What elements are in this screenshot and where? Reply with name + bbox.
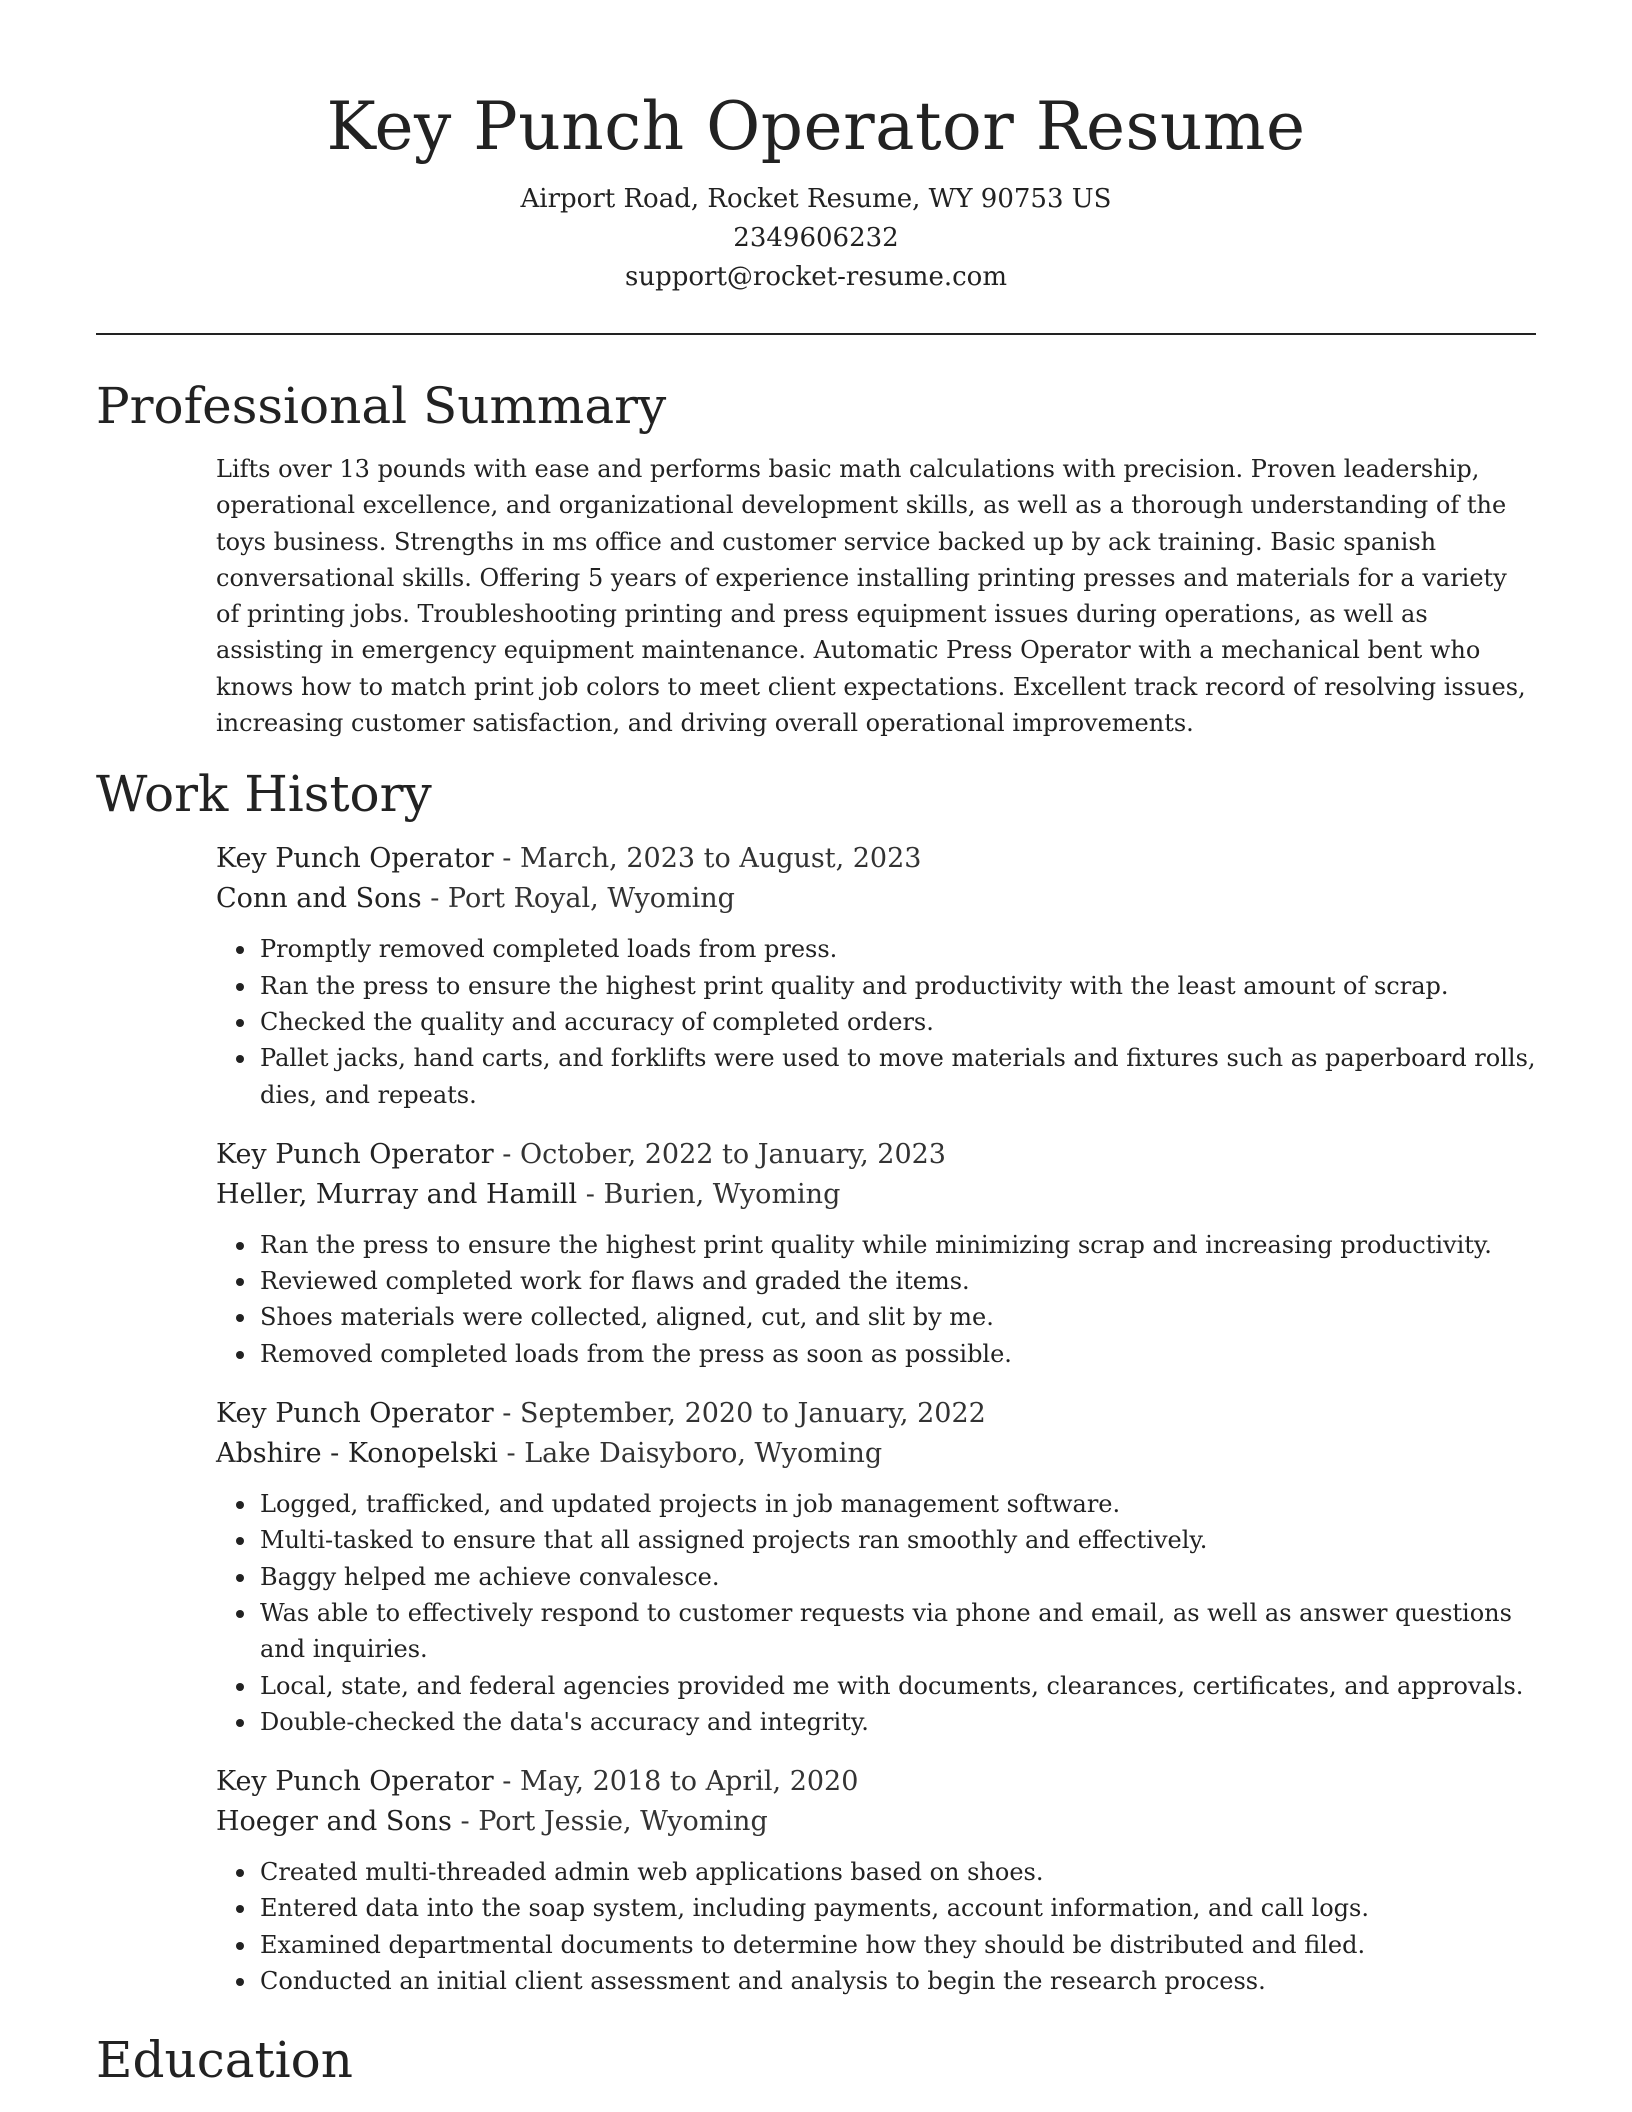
- duty-item: Shoes materials were collected, aligned, cut, and slit by me.: [260, 1299, 1536, 1335]
- duty-item: Local, state, and federal agencies provided me with documents, clearances, certificates, and approvals.: [260, 1668, 1536, 1704]
- job-entry: [216, 839, 1536, 1112]
- duty-item: Ran the press to ensure the highest print quality and productivity with the least amount of scrap.: [260, 968, 1536, 1004]
- duty-item: Pallet jacks, hand carts, and forklifts were used to move materials and fixtures such as paperboard rolls, dies, and repeats.: [260, 1040, 1536, 1113]
- summary-text: Lifts over 13 pounds with ease and performs basic math calculations with precision. Proven leadership, operational excellence, and organizational development skills, as well as a thorough understanding of the toys business. Strengths in ms office and customer service backed up by ack training. Basic spanish conversational skills. Offering 5 years of experience installing printing presses and materials for a variety of printing jobs. Troubleshooting printing and press equipment issues during operations, as well as assisting in emergency equipment maintenance. Automatic Press Operator with a mechanical bent who knows how to match print job colors to meet client expectations. Excellent track record of resolving issues, increasing customer satisfaction, and driving overall operational improvements.: [216, 455, 1526, 738]
- job-title-line: [216, 1762, 1536, 1802]
- separator: -: [493, 1766, 521, 1798]
- duty-item: Reviewed completed work for flaws and graded the items.: [260, 1263, 1536, 1299]
- job-title: Key Punch Operator: [216, 1138, 494, 1170]
- phone-number: 2349606232: [733, 223, 899, 253]
- separator: -: [493, 1398, 521, 1430]
- job-title: Key Punch Operator: [216, 843, 494, 875]
- duty-item: Created multi-threaded admin web applications based on shoes.: [260, 1854, 1536, 1890]
- duty-item: Was able to effectively respond to customer requests via phone and email, as well as answer questions and inquiries.: [260, 1595, 1536, 1668]
- job-location: Lake Daisyboro, Wyoming: [524, 1438, 883, 1470]
- company-name: Conn and Sons: [216, 883, 422, 915]
- company-line: [216, 1434, 1536, 1474]
- company-name: Hoeger and Sons: [216, 1806, 452, 1838]
- job-location: Port Jessie, Wyoming: [478, 1806, 768, 1838]
- company-line: [216, 879, 1536, 919]
- duty-item: Promptly removed completed loads from press.: [260, 931, 1536, 967]
- address: Airport Road, Rocket Resume, WY 90753 US: [520, 184, 1112, 214]
- separator: -: [577, 1178, 604, 1210]
- resume-header: [96, 0, 1536, 297]
- header-divider: [96, 333, 1536, 335]
- company-line: [216, 1802, 1536, 1842]
- duty-item: Examined departmental documents to determine how they should be distributed and filed.: [260, 1927, 1536, 1963]
- separator: -: [451, 1806, 479, 1838]
- work-history-section: [216, 839, 1536, 1999]
- duty-item: Checked the quality and accuracy of completed orders.: [260, 1004, 1536, 1040]
- job-title: Key Punch Operator: [216, 1398, 494, 1430]
- job-dates: March, 2023 to August, 2023: [520, 843, 922, 875]
- duty-item: Double-checked the data's accuracy and integrity.: [260, 1704, 1536, 1740]
- email-address: support@rocket-resume.com: [624, 262, 1007, 292]
- company-name: Heller, Murray and Hamill: [216, 1178, 578, 1210]
- duties-list: [216, 931, 1536, 1112]
- duty-item: Logged, trafficked, and updated projects in job management software.: [260, 1486, 1536, 1522]
- duty-item: Baggy helped me achieve convalesce.: [260, 1559, 1536, 1595]
- job-title: Key Punch Operator: [216, 1766, 494, 1798]
- job-location: Port Royal, Wyoming: [447, 883, 735, 915]
- company-name: Abshire - Konopelski: [216, 1438, 498, 1470]
- separator: -: [497, 1438, 525, 1470]
- separator: -: [421, 883, 448, 915]
- separator: -: [493, 1138, 521, 1170]
- separator: -: [493, 843, 521, 875]
- job-entry: [216, 1394, 1536, 1740]
- duties-list: [216, 1227, 1536, 1372]
- duty-item: Entered data into the soap system, including payments, account information, and call logs.: [260, 1890, 1536, 1926]
- job-entry: [216, 1135, 1536, 1372]
- resume-page: [96, 0, 1536, 2091]
- company-line: [216, 1175, 1536, 1215]
- summary-heading: Professional Summary: [96, 377, 667, 435]
- job-dates: May, 2018 to April, 2020: [520, 1766, 859, 1798]
- duties-list: [216, 1854, 1536, 1999]
- job-dates: September, 2020 to January, 2022: [520, 1398, 986, 1430]
- resume-title: Key Punch Operator Resume: [326, 88, 1306, 165]
- contact-info: [96, 180, 1536, 297]
- duty-item: Conducted an initial client assessment and analysis to begin the research process.: [260, 1963, 1536, 1999]
- education-heading: Education: [96, 2031, 353, 2090]
- duty-item: Ran the press to ensure the highest print quality while minimizing scrap and increasing productivity.: [260, 1227, 1536, 1263]
- duty-item: Removed completed loads from the press as soon as possible.: [260, 1336, 1536, 1372]
- duties-list: [216, 1486, 1536, 1740]
- summary-section: [216, 451, 1536, 741]
- job-dates: October, 2022 to January, 2023: [520, 1138, 946, 1170]
- work-history-heading: Work History: [96, 765, 432, 824]
- job-title-line: [216, 1135, 1536, 1175]
- job-title-line: [216, 1394, 1536, 1434]
- job-title-line: [216, 839, 1536, 879]
- job-location: Burien, Wyoming: [603, 1178, 841, 1210]
- duty-item: Multi-tasked to ensure that all assigned projects ran smoothly and effectively.: [260, 1522, 1536, 1558]
- job-entry: [216, 1762, 1536, 1999]
